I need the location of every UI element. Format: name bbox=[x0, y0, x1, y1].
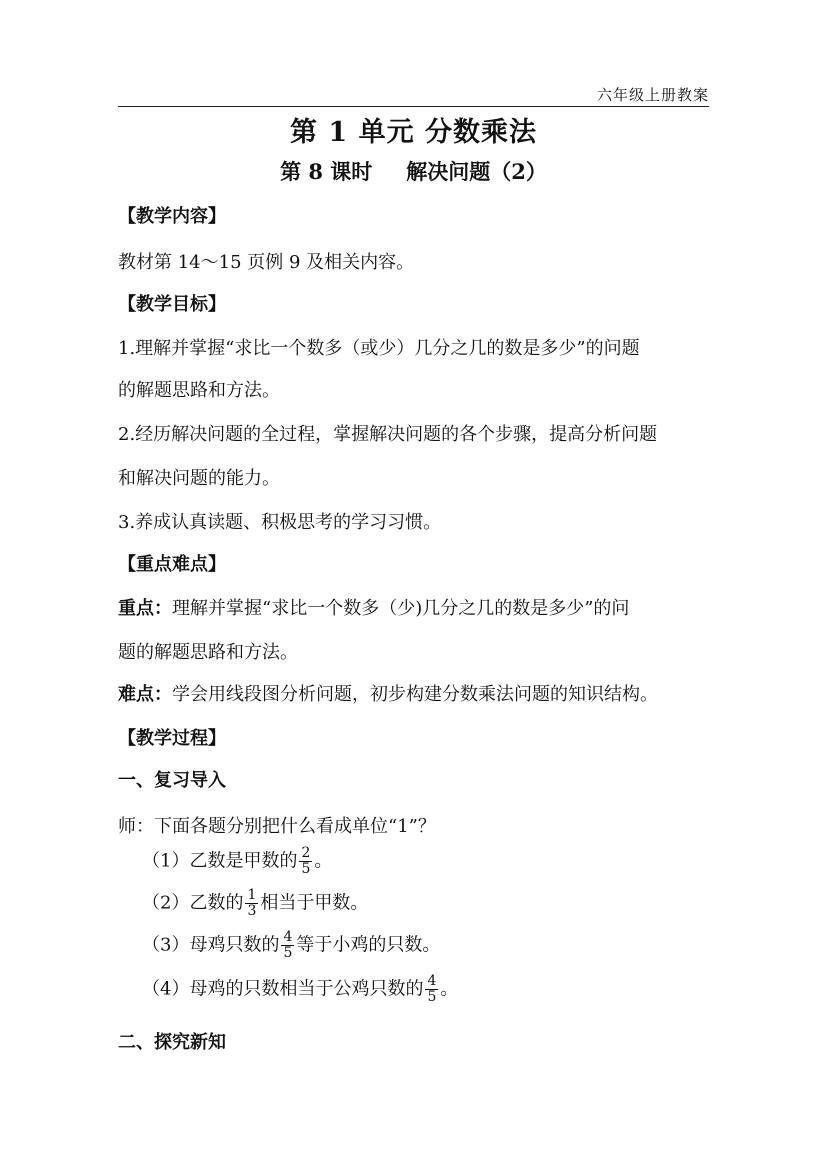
key-heading: 【重点难点】 bbox=[118, 554, 226, 575]
fraction bbox=[425, 974, 438, 1005]
question-1-end: 。 bbox=[314, 850, 333, 872]
lesson-subtitle bbox=[0, 156, 827, 186]
lesson-number: 第 8 课时 bbox=[280, 159, 373, 184]
fraction-denominator: 5 bbox=[301, 861, 311, 877]
difficulty-text: 学会用线段图分析问题，初步构建分数乘法问题的知识结构。 bbox=[172, 684, 658, 705]
fraction-numerator: 4 bbox=[283, 929, 293, 945]
key-point-line-1 bbox=[118, 594, 629, 620]
fraction-numerator: 1 bbox=[247, 887, 257, 903]
key-label: 重点： bbox=[118, 598, 172, 619]
goal-2-line-2: 和解决问题的能力。 bbox=[118, 468, 280, 489]
fraction bbox=[245, 888, 258, 919]
question-2 bbox=[142, 888, 368, 919]
unit-title: 第 1 单元 分数乘法 bbox=[290, 117, 537, 148]
question-2-end: 相当于甲数。 bbox=[260, 892, 369, 914]
content-heading: 【教学内容】 bbox=[118, 206, 226, 227]
question-4-end: 。 bbox=[440, 978, 459, 1000]
goal-2-line-1: 2.经历解决问题的全过程，掌握解决问题的各个步骤，提高分析问题 bbox=[118, 424, 658, 445]
fraction-denominator: 5 bbox=[283, 945, 293, 961]
question-2-text: （2）乙数的 bbox=[142, 892, 244, 914]
question-1-text: （1）乙数是甲数的 bbox=[142, 850, 298, 872]
difficulty-line bbox=[118, 680, 658, 706]
fraction-denominator: 3 bbox=[247, 903, 257, 919]
question-3 bbox=[142, 930, 440, 961]
goal-1-line-1: 1.理解并掌握“求比一个数多（或少）几分之几的数是多少”的问题 bbox=[118, 338, 640, 359]
question-1 bbox=[142, 846, 332, 877]
difficulty-label: 难点： bbox=[118, 684, 172, 705]
goal-3: 3.养成认真读题、积极思考的学习习惯。 bbox=[118, 512, 442, 533]
question-3-text: （3）母鸡只数的 bbox=[142, 934, 280, 956]
lesson-topic: 解决问题（2） bbox=[406, 159, 547, 184]
header-rule bbox=[118, 106, 709, 107]
fraction-numerator: 4 bbox=[427, 973, 437, 989]
question-4 bbox=[142, 974, 458, 1005]
question-3-end: 等于小鸡的只数。 bbox=[296, 934, 441, 956]
process-heading: 【教学过程】 bbox=[118, 728, 226, 749]
fraction-numerator: 2 bbox=[301, 845, 311, 861]
fraction bbox=[281, 930, 294, 961]
fraction-denominator: 5 bbox=[427, 989, 437, 1005]
content-text: 教材第 14～15 页例 9 及相关内容。 bbox=[118, 252, 415, 273]
goal-1-line-2: 的解题思路和方法。 bbox=[118, 380, 280, 401]
key-point-line-2: 题的解题思路和方法。 bbox=[118, 642, 298, 663]
fraction bbox=[299, 846, 312, 877]
key-text-1: 理解并掌握“求比一个数多（少)几分之几的数是多少”的问 bbox=[172, 598, 630, 619]
header-text: 六年级上册教案 bbox=[596, 86, 709, 104]
teacher-question: 师：下面各题分别把什么看成单位“1”？ bbox=[118, 816, 436, 837]
question-4-text: （4）母鸡的只数相当于公鸡只数的 bbox=[142, 978, 424, 1000]
part2-heading: 二、探究新知 bbox=[118, 1032, 226, 1053]
goals-heading: 【教学目标】 bbox=[118, 294, 226, 315]
part1-heading: 一、复习导入 bbox=[118, 770, 226, 791]
